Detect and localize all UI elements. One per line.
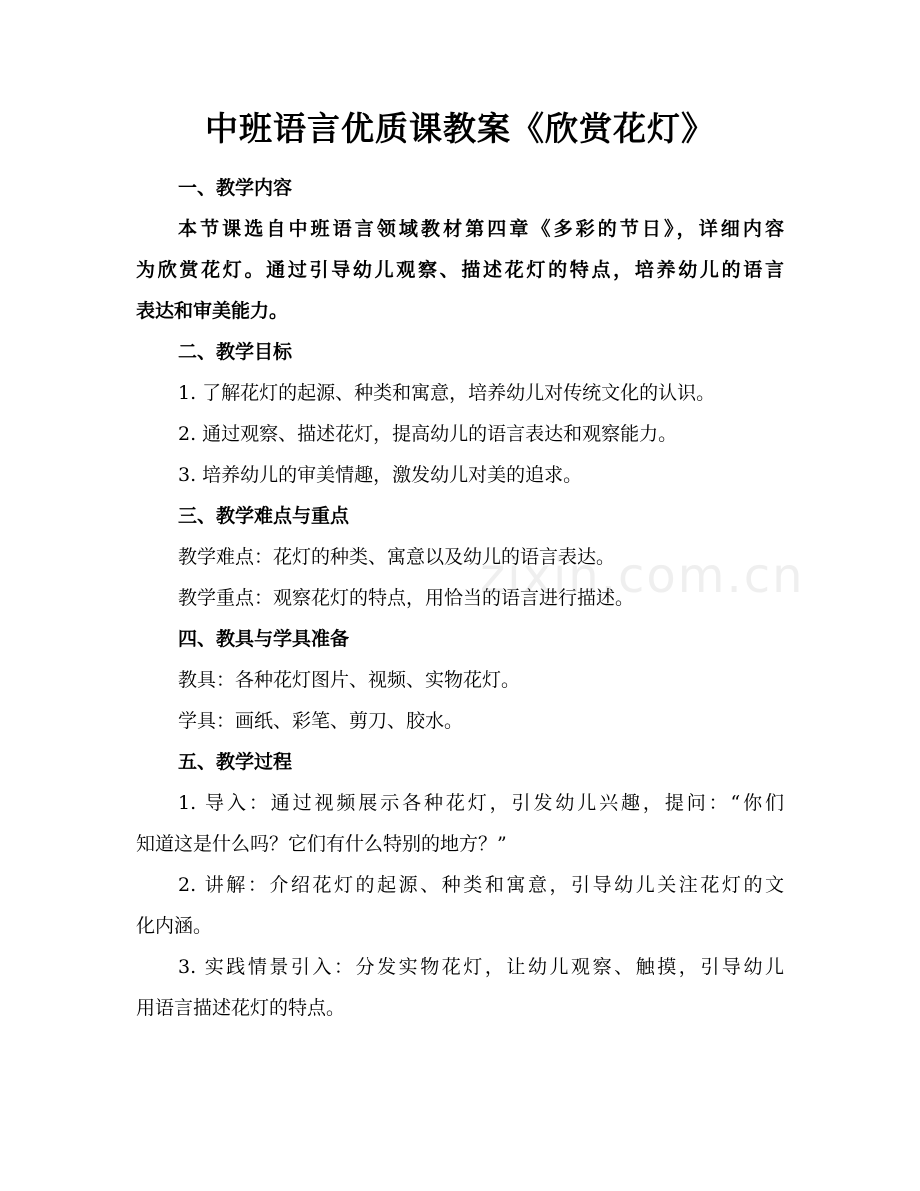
paragraph-line: 为欣赏花灯。通过引导幼儿观察、描述花灯的特点，培养幼儿的语言 — [136, 259, 784, 281]
section-heading: 一、教学内容 — [178, 177, 293, 199]
paragraph-line: 1. 了解花灯的起源、种类和寓意，培养幼儿对传统文化的认识。 — [178, 382, 716, 404]
document-title: 中班语言优质课教案《欣赏花灯》 — [205, 109, 715, 148]
paragraph-line: 3. 培养幼儿的审美情趣，激发幼儿对美的追求。 — [178, 464, 583, 486]
document-body — [136, 168, 784, 1029]
paragraph-line: 2. 通过观察、描述花灯，提高幼儿的语言表达和观察能力。 — [178, 423, 678, 445]
paragraph-line: 2. 讲解：介绍花灯的起源、种类和寓意，引导幼儿关注花灯的文 — [178, 874, 784, 896]
paragraph-line: 化内涵。 — [136, 915, 213, 937]
paragraph-line: 1. 导入：通过视频展示各种花灯，引发幼儿兴趣，提问：“你们 — [178, 792, 784, 814]
paragraph-line: 教学难点：花灯的种类、寓意以及幼儿的语言表达。 — [178, 546, 616, 568]
watermark: zixin.com.cn — [480, 548, 805, 604]
section-heading: 五、教学过程 — [178, 751, 293, 773]
paragraph-line: 教学重点：观察花灯的特点，用恰当的语言进行描述。 — [178, 587, 635, 609]
section-heading: 四、教具与学具准备 — [178, 628, 350, 650]
section-heading: 三、教学难点与重点 — [178, 505, 350, 527]
paragraph-line: 用语言描述花灯的特点。 — [136, 997, 346, 1019]
paragraph-line: 教具：各种花灯图片、视频、实物花灯。 — [178, 669, 521, 691]
paragraph-line: 学具：画纸、彩笔、剪刀、胶水。 — [178, 710, 464, 732]
paragraph-line: 知道这是什么吗？它们有什么特别的地方？” — [136, 833, 507, 855]
section-heading: 二、教学目标 — [178, 341, 293, 363]
paragraph-line: 本节课选自中班语言领域教材第四章《多彩的节日》，详细内容 — [178, 218, 784, 240]
paragraph-line: 表达和审美能力。 — [136, 300, 289, 322]
paragraph-line: 3. 实践情景引入：分发实物花灯，让幼儿观察、触摸，引导幼儿 — [178, 956, 784, 978]
